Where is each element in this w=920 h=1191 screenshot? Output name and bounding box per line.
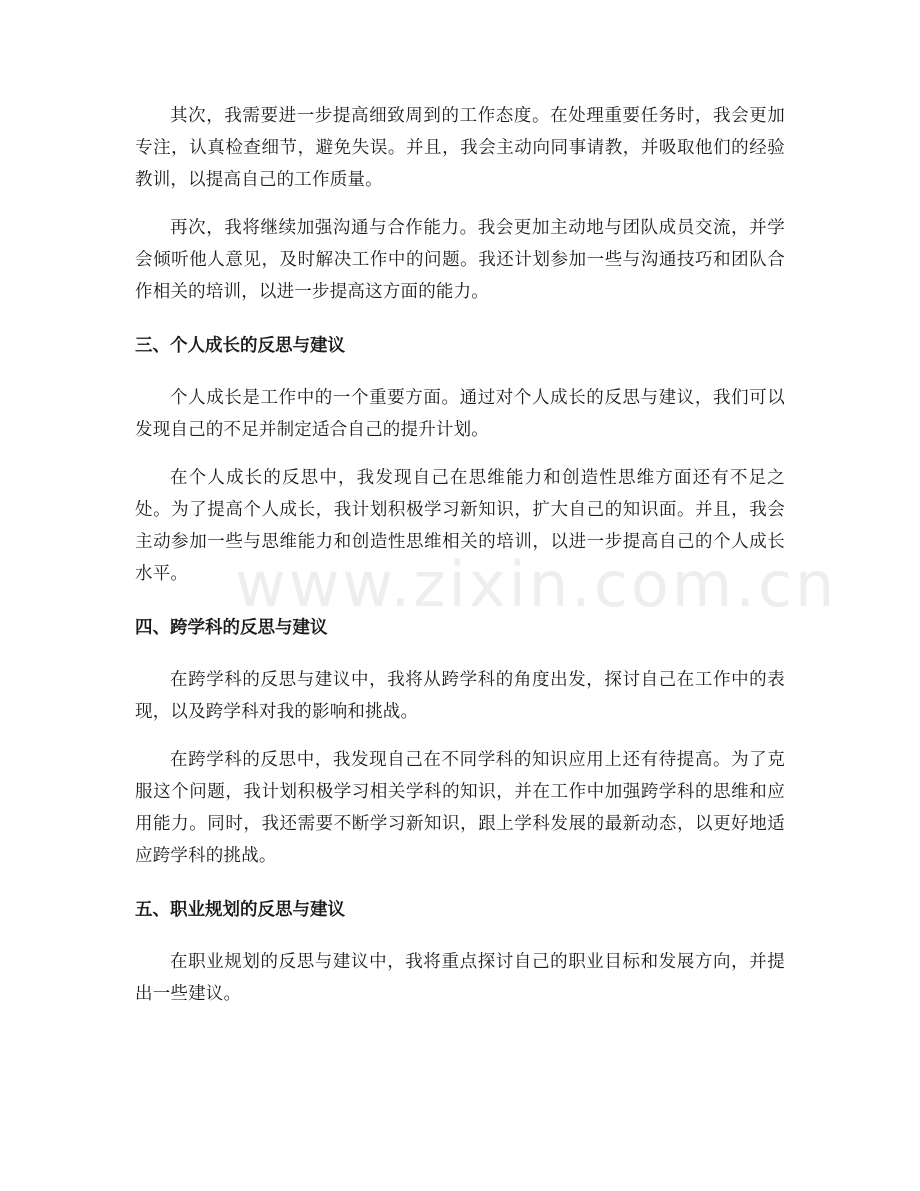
paragraph-career-planning-intro: 在职业规划的反思与建议中，我将重点探讨自己的职业目标和发展方向，并提出一些建议。 — [135, 952, 785, 1004]
section-heading-personal-growth: 三、个人成长的反思与建议 — [135, 336, 345, 356]
document-body — [135, 100, 785, 1026]
paragraph-communication-attitude: 其次，我需要进一步提高细致周到的工作态度。在处理重要任务时，我会更加专注，认真检查细节，避免失误。并且，我会主动向同事请教，并吸取他们的经验教训，以提高自己的工作质量。 — [135, 106, 785, 190]
paragraph-interdisciplinary-intro: 在跨学科的反思与建议中，我将从跨学科的角度出发，探讨自己在工作中的表现，以及跨学科对我的影响和挑战。 — [135, 670, 785, 722]
section-heading-career-planning: 五、职业规划的反思与建议 — [135, 900, 345, 920]
paragraph-personal-growth-reflection: 在个人成长的反思中，我发现自己在思维能力和创造性思维方面还有不足之处。为了提高个人成长，我计划积极学习新知识，扩大自己的知识面。并且，我会主动参加一些与思维能力和创造性思维相关的培训，以进一步提高自己的个人成长水平。 — [135, 468, 785, 584]
watermark-text: www.zixin.com.cn — [235, 548, 838, 621]
paragraph-communication-cooperation: 再次，我将继续加强沟通与合作能力。我会更加主动地与团队成员交流，并学会倾听他人意见，及时解决工作中的问题。我还计划参加一些与沟通技巧和团队合作相关的培训，以进一步提高这方面的能力。 — [135, 218, 785, 302]
section-heading-interdisciplinary: 四、跨学科的反思与建议 — [135, 618, 328, 638]
paragraph-interdisciplinary-reflection: 在跨学科的反思中，我发现自己在不同学科的知识应用上还有待提高。为了克服这个问题，我计划积极学习相关学科的知识，并在工作中加强跨学科的思维和应用能力。同时，我还需要不断学习新知识，跟上学科发展的最新动态，以更好地适应跨学科的挑战。 — [135, 750, 785, 866]
paragraph-personal-growth-intro: 个人成长是工作中的一个重要方面。通过对个人成长的反思与建议，我们可以发现自己的不足并制定适合自己的提升计划。 — [135, 388, 785, 440]
